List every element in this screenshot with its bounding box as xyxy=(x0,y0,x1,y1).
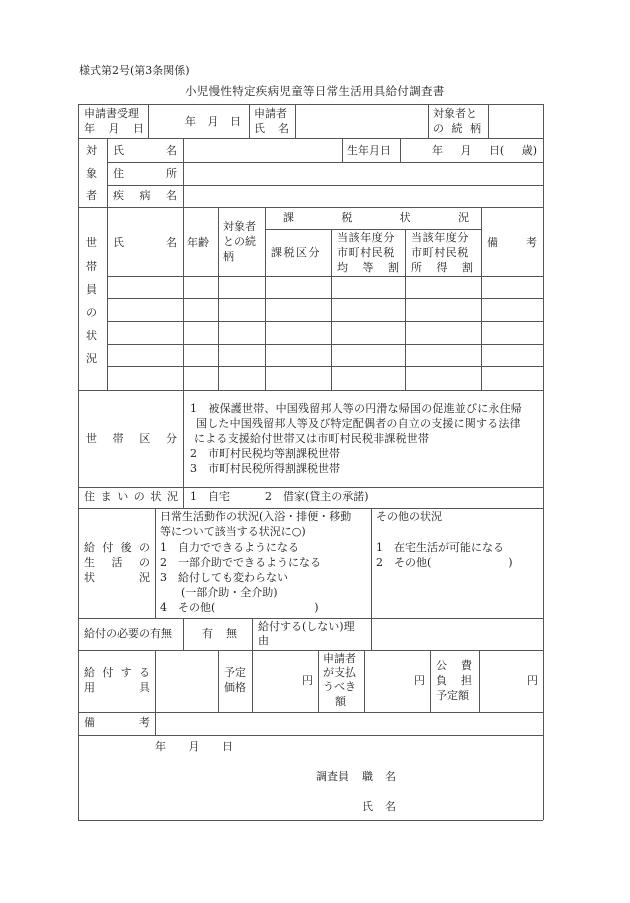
disease-name-field[interactable] xyxy=(184,186,542,206)
household-class-option-1[interactable]: 1 被保護世帯、中国残留邦人等の円滑な帰国の促進並びに永住帰 xyxy=(190,402,522,415)
address-field[interactable] xyxy=(184,163,542,184)
investigator-name-field[interactable] xyxy=(400,796,530,816)
target-name-field[interactable] xyxy=(184,139,341,161)
household-col-name: 氏 名 xyxy=(113,236,177,249)
household-class-label: 世 帯 区 分 xyxy=(86,432,177,445)
applicant-pay-field[interactable]: 円 xyxy=(414,674,425,687)
table-row[interactable] xyxy=(108,322,543,344)
other-option-1[interactable]: 1 在宅生活が可能になる xyxy=(376,541,504,554)
household-class-option-2[interactable]: 2 市町村民税均等割課税世帯 xyxy=(190,447,340,460)
table-row[interactable] xyxy=(108,367,543,390)
other-status-title: その他の状況 xyxy=(376,510,442,523)
household-col-age: 年齢 xyxy=(187,236,209,249)
address-label: 住 所 xyxy=(113,167,177,180)
birthdate-field[interactable]: 年 月 日( 歳) xyxy=(432,144,537,157)
reason-field[interactable] xyxy=(372,619,542,649)
investigator-label: 調査員 xyxy=(316,770,349,783)
adl-title: 日常生活動作の状況(入浴・排便・移動 xyxy=(160,510,352,523)
other-option-2[interactable]: 2 その他( ) xyxy=(376,556,513,569)
household-col-tax-status: 課 税 状 況 xyxy=(283,211,469,224)
table-row[interactable] xyxy=(108,277,543,298)
investigator-title-label: 職 名 xyxy=(362,770,396,783)
remarks-field[interactable] xyxy=(156,713,542,734)
adl-option-1[interactable]: 1 自力でできるようになる xyxy=(160,541,299,554)
table-row[interactable] xyxy=(108,345,543,366)
planned-price-field[interactable]: 円 xyxy=(302,674,313,687)
investigator-name-label: 氏 名 xyxy=(362,800,396,813)
form-number: 様式第2号(第3条関係) xyxy=(79,64,190,77)
adl-option-2[interactable]: 2 一部介助でできるようになる xyxy=(160,556,321,569)
disease-name-label: 疾 病 名 xyxy=(113,189,177,202)
form-title: 小児慢性特定疾病児童等日常生活用具給付調査書 xyxy=(185,84,445,98)
applicant-name-field[interactable] xyxy=(296,105,427,137)
table-row[interactable] xyxy=(108,299,543,321)
public-burden-field[interactable]: 円 xyxy=(527,674,538,687)
investigator-title-field[interactable] xyxy=(400,766,530,786)
birthdate-label: 生年月日 xyxy=(347,144,391,157)
household-col-tax-class: 課税区分 xyxy=(271,246,321,259)
housing-label: 住 ま い の 状 況 xyxy=(84,490,178,503)
household-col-remarks: 備 考 xyxy=(487,236,537,249)
household-class-option-3[interactable]: 3 市町村民税所得割課税世帯 xyxy=(190,462,340,475)
necessity-label: 給付の必要の有無 xyxy=(84,627,172,640)
remarks-label: 備 考 xyxy=(84,716,150,729)
necessity-no[interactable]: 無 xyxy=(226,627,237,640)
necessity-yes[interactable]: 有 xyxy=(202,627,213,640)
receipt-date-field[interactable]: 年 月 日 xyxy=(185,115,241,128)
housing-option-own-home[interactable]: 1 自宅 xyxy=(190,490,230,503)
target-name-label: 氏 名 xyxy=(113,144,177,157)
adl-option-3[interactable]: 3 給付しても変わらない xyxy=(160,571,288,584)
signature-date[interactable]: 年 月 日 xyxy=(155,740,233,753)
adl-option-4[interactable]: 4 その他( ) xyxy=(160,601,319,614)
housing-option-rental[interactable]: 2 借家(貸主の承諾) xyxy=(265,490,369,503)
equipment-name-field[interactable] xyxy=(156,651,217,711)
relation-field[interactable] xyxy=(489,105,542,137)
